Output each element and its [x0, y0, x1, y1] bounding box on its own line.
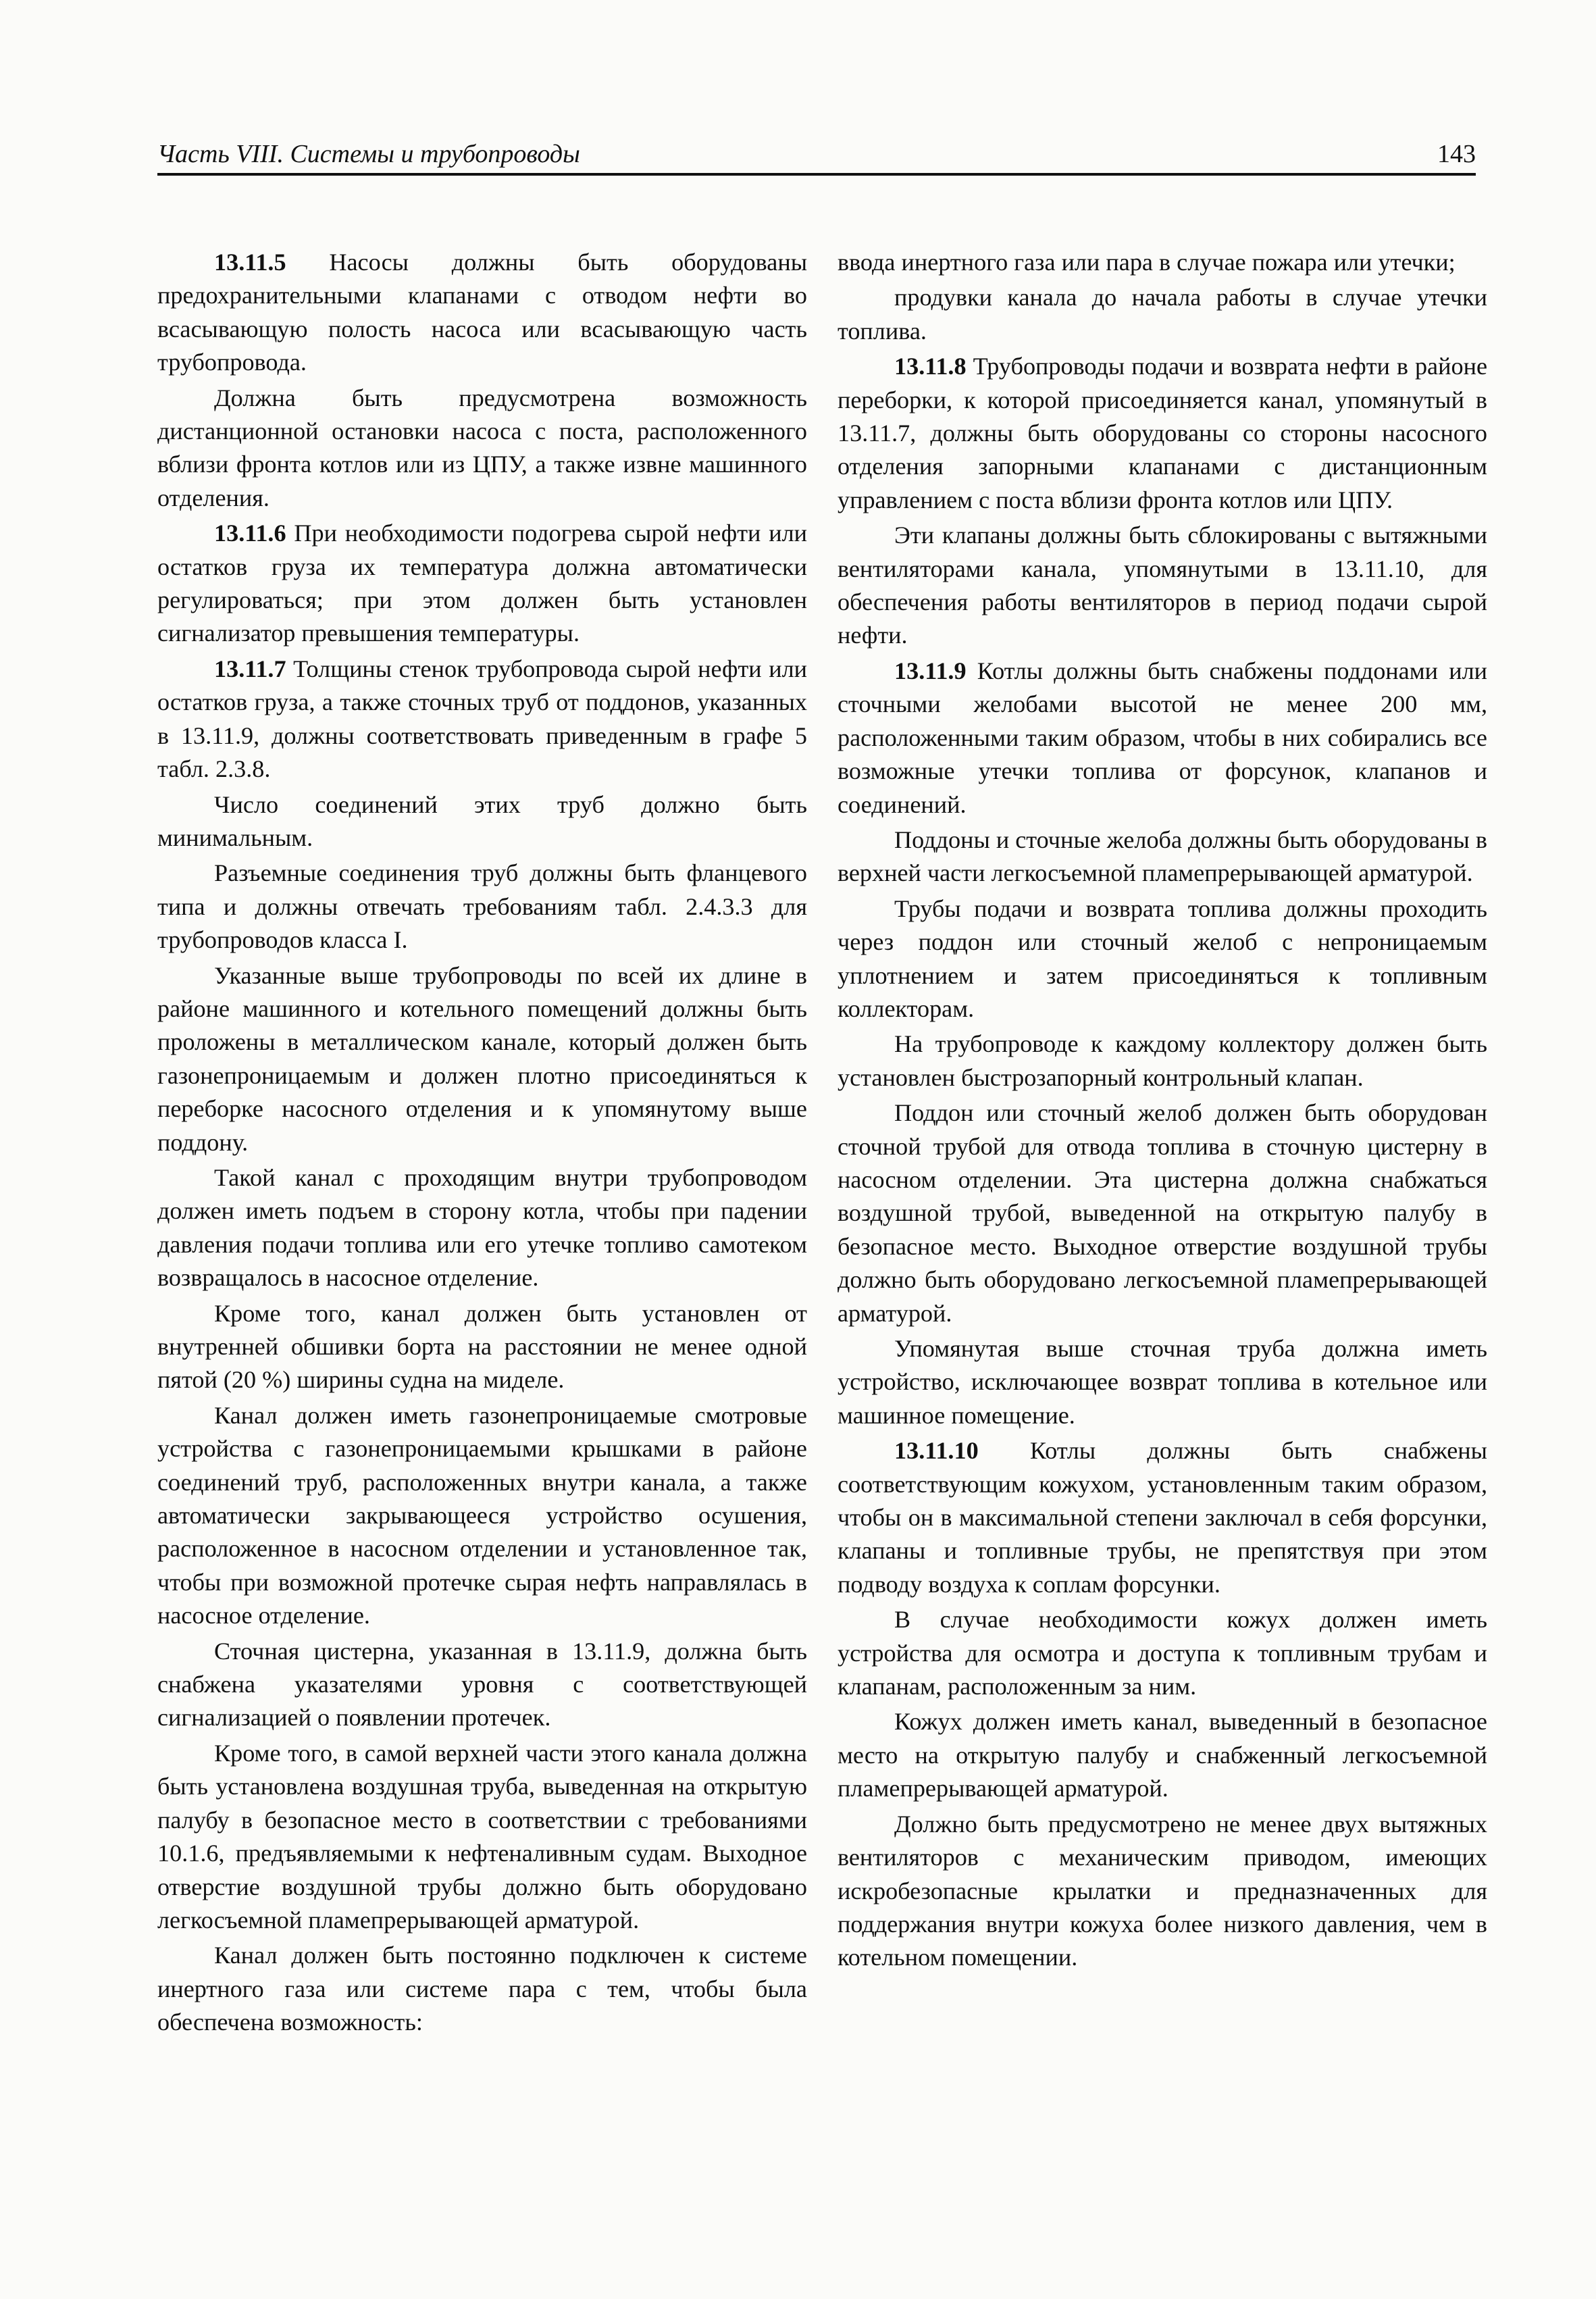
paragraph [157, 653, 807, 786]
section-number: 13.11.7 [214, 655, 286, 682]
paragraph-text: Указанные выше трубопроводы по всей их длине в районе машинного и котельного помещений должны быть проложены в металлическом канале, который должен быть газонепроницаемым и должен плотно присоединяться к переборке насосного отделения и к упомянутому выше поддону. [157, 961, 807, 1156]
paragraph [838, 1434, 1487, 1601]
paragraph [838, 1332, 1487, 1432]
paragraph-text: Толщины стенок трубопровода сырой нефти или остатков груза, а также сточных труб от поддонов, указанных в 13.11.9, должны соответствовать приведенным в графе 5 табл. 2.3.8. [157, 655, 808, 783]
paragraph [157, 382, 807, 515]
paragraph-text: Кроме того, в самой верхней части этого канала должна быть установлена воздушная труба, выведенная на открытую палубу в безопасное место в соответствии с требованиями 10.1.6, предъявляемыми к нефтеналивным судам. Выходное отверстие воздушной трубы должно быть оборудовано легкосъемной пламепрерывающей арматурой. [157, 1739, 807, 1934]
paragraph-text: Поддоны и сточные желоба должны быть оборудованы в верхней части легкосъемной пламепрерывающей арматурой. [838, 826, 1487, 887]
paragraph [838, 1096, 1487, 1330]
running-header [157, 132, 1476, 176]
paragraph-text: Трубопроводы подачи и возврата нефти в районе переборки, к которой присоединяется канал, упомянутый в 13.11.7, должны быть оборудованы со стороны насосного отделения запорными клапанами с дистанционным управлением с поста вблизи фронта котлов или ЦПУ. [838, 353, 1488, 513]
section-number: 13.11.8 [894, 353, 967, 380]
paragraph [157, 1161, 807, 1295]
section-number: 13.11.10 [894, 1437, 979, 1465]
paragraph-text: продувки канала до начала работы в случае утечки топлива. [838, 284, 1487, 345]
paragraph-text: При необходимости подогрева сырой нефти или остатков груза их температура должна автоматически регулироваться; при этом должен быть установлен сигнализатор превышения температуры. [157, 520, 807, 647]
section-number: 13.11.5 [214, 249, 286, 276]
paragraph [157, 1399, 807, 1633]
paragraph [838, 1028, 1487, 1094]
paragraph-text: Канал должен быть постоянно подключен к системе инертного газа или системе пара с тем, чтобы была обеспечена возможность: [157, 1942, 807, 2036]
paragraph [838, 519, 1487, 653]
paragraph [838, 892, 1487, 1026]
paragraph-text: Такой канал с проходящим внутри трубопроводом должен иметь подъем в сторону котла, чтобы при падении давления подачи топлива или его утечке топливо самотеком возвращалось в насосное отделение. [157, 1163, 807, 1292]
paragraph [157, 1737, 807, 1937]
paragraph [157, 788, 807, 855]
paragraph [838, 246, 1487, 279]
paragraph-text: ввода инертного газа или пара в случае пожара или утечки; [838, 249, 1456, 276]
paragraph [838, 281, 1487, 348]
paragraph-text: Эти клапаны должны быть сблокированы с вытяжными вентиляторами канала, упомянутыми в 13.11.10, для обеспечения работы вентиляторов в период подачи сырой нефти. [838, 522, 1487, 649]
section-number: 13.11.9 [894, 657, 967, 684]
paragraph [838, 655, 1487, 822]
page-number: 143 [1437, 140, 1476, 168]
paragraph-text: На трубопроводе к каждому коллектору должен быть установлен быстрозапорный контрольный клапан. [838, 1030, 1487, 1091]
paragraph-text: Котлы должны быть снабжены соответствующим кожухом, установленным таким образом, чтобы он в максимальной степени заключал в себя форсунки, клапаны и топливные трубы, не препятствуя при этом подводу воздуха к соплам форсунки. [838, 1437, 1487, 1598]
paragraph-text: Насосы должны быть оборудованы предохранительными клапанами с отводом нефти во всасывающую полость насоса или всасывающую часть трубопровода. [157, 249, 808, 376]
paragraph [838, 350, 1487, 517]
paragraph-text: Число соединений этих труб должно быть минимальным. [157, 790, 807, 851]
paragraph [838, 1808, 1487, 1975]
paragraph-text: Канал должен иметь газонепроницаемые смотровые устройства с газонепроницаемыми крышками в районе соединений труб, расположенных внутри канала, а также автоматически закрывающееся устройство осушения, расположенное в насосном отделении и установленное так, чтобы при возможной протечке сырая нефть направлялась в насосное отделение. [157, 1401, 807, 1629]
paragraph-text: Должна быть предусмотрена возможность дистанционной остановки насоса с поста, расположенного вблизи фронта котлов или из ЦПУ, а также извне машинного отделения. [157, 384, 807, 511]
paragraph [838, 1705, 1487, 1805]
paragraph-text: Упомянутая выше сточная труба должна иметь устройство, исключающее возврат топлива в котельное или машинное помещение. [838, 1335, 1487, 1429]
paragraph [838, 1603, 1487, 1703]
paragraph-text: Поддон или сточный желоб должен быть оборудован сточной трубой для отвода топлива в сточную цистерну в насосном отделении. Эта цистерна должна снабжаться воздушной трубой, выведенной на открытую палубу в безопасное место. Выходное отверстие воздушной трубы должно быть оборудовано легкосъемной пламепрерывающей арматурой. [838, 1099, 1487, 1327]
paragraph-text: Разъемные соединения труб должны быть фланцевого типа и должны отвечать требованиям табл. 2.4.3.3 для трубопроводов класса I. [157, 859, 807, 954]
paragraph [838, 824, 1487, 890]
paragraph-text: Трубы подачи и возврата топлива должны проходить через поддон или сточный желоб с непроницаемым уплотнением и затем присоединяться к топливным коллекторам. [838, 894, 1487, 1022]
paragraph [157, 1939, 807, 2039]
paragraph [157, 246, 807, 380]
paragraph [157, 517, 807, 651]
paragraph-text: Сточная цистерна, указанная в 13.11.9, должна быть снабжена указателями уровня с соответствующей сигнализацией о появлении протечек. [157, 1637, 807, 1732]
paragraph-text: Должно быть предусмотрено не менее двух вытяжных вентиляторов с механическим приводом, имеющих искробезопасные крылатки и предназначенных для поддержания внутри кожуха более низкого давления, чем в котельном помещении. [838, 1810, 1487, 1971]
right-column [838, 246, 1487, 1977]
header-title: Часть VIII. Системы и трубопроводы [157, 140, 580, 168]
paragraph-text: В случае необходимости кожух должен иметь устройства для осмотра и доступа к топливным трубам и клапанам, расположенным за ним. [838, 1606, 1487, 1700]
left-column [157, 246, 807, 2042]
paragraph [157, 959, 807, 1159]
paragraph-text: Кожух должен иметь канал, выведенный в безопасное место на открытую палубу и снабженный легкосъемной пламепрерывающей арматурой. [838, 1708, 1487, 1802]
paragraph [157, 1635, 807, 1735]
paragraph-text: Кроме того, канал должен быть установлен от внутренней обшивки борта на расстоянии не менее одной пятой (20 %) ширины судна на миделе. [157, 1299, 807, 1394]
paragraph-text: Котлы должны быть снабжены поддонами или сточными желобами высотой не менее 200 мм, расположенными таким образом, чтобы в них собирались все возможные утечки топлива от форсунок, клапанов и соединений. [838, 657, 1487, 818]
paragraph [157, 857, 807, 957]
section-number: 13.11.6 [214, 520, 286, 547]
paragraph [157, 1297, 807, 1397]
